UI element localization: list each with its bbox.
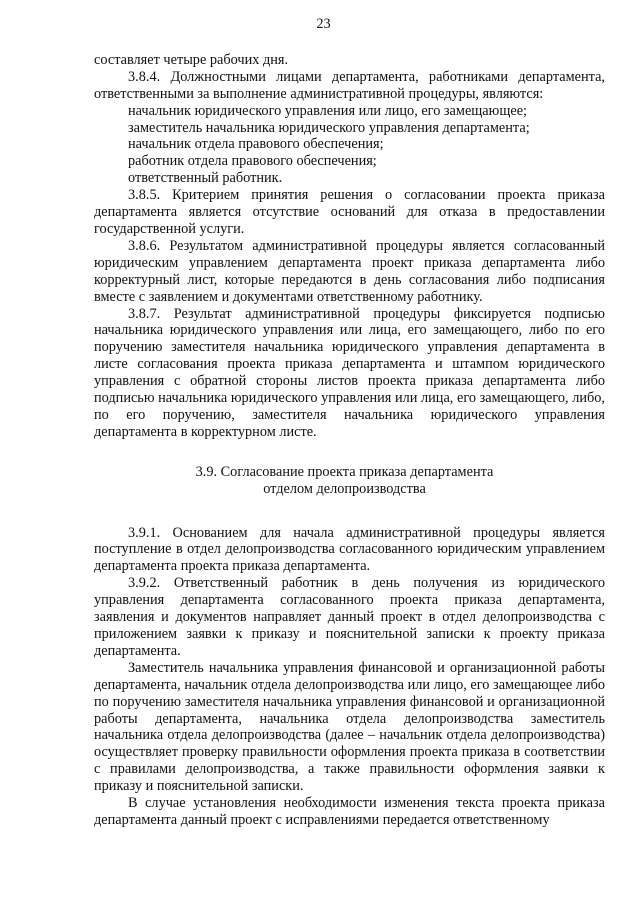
list-item: начальник юридического управления или лицо, его замещающее; bbox=[128, 102, 528, 119]
list-item: начальник отдела правового обеспечения; bbox=[128, 136, 384, 153]
paragraph-3-8-5: 3.8.5. Критерием принятия решения о согласовании проекта приказа департамента является отсутствие оснований для отказа в предоставлении государственной услуги. bbox=[94, 187, 605, 237]
page-number: 23 bbox=[316, 16, 331, 32]
list-item: ответственный работник. bbox=[128, 170, 283, 187]
officials-list bbox=[94, 103, 605, 188]
paragraph-3-9-2: 3.9.2. Ответственный работник в день получения из юридического управления департамента согласованного проекта приказа департамента, заявления и документов направляет данный проект в отдел делопроизводства с приложением заявки к приказу и пояснительной записки к проекту приказа департамента. bbox=[94, 575, 605, 659]
section-heading-3-9 bbox=[94, 464, 605, 498]
paragraph-continuation: составляет четыре рабочих дня. bbox=[94, 51, 289, 68]
paragraph-3-8-4: 3.8.4. Должностными лицами департамента, работниками департамента, ответственными за выполнение административной процедуры, являются: bbox=[94, 68, 605, 102]
paragraph-deputy-head: Заместитель начальника управления финансовой и организационной работы департамента, начальник отдела делопроизводства или лицо, его замещающее либо по поручению заместителя начальника управления финансовой и организационной работы департамента, начальника отдела делопроизводства заместитель начальника отдела делопроизводства (далее – начальник отдела делопроизводства) осуществляет проверку правильности оформления проекта приказа в соответствии с правилами делопроизводства, а также правильности оформления заявки к приказу и пояснительной записки. bbox=[94, 659, 605, 795]
paragraph-3-8-7: 3.8.7. Результат административной процедуры фиксируется подписью начальника юридического управления или лица, его замещающего, либо по его поручению заместителя начальника юридического управления департамента в листе согласования проекта приказа департамента и штампом юридического управления с обратной стороны листов проекта приказа департамента либо подписью начальника юридического управления или лица, его замещающего, либо, по его поручению, заместителя начальника юридического управления департамента в корректурном листе. bbox=[94, 305, 605, 440]
list-item: работник отдела правового обеспечения; bbox=[128, 153, 377, 170]
paragraph-corrections: В случае установления необходимости изменения текста проекта приказа департамента данный проект с исправлениями передается ответственному bbox=[94, 795, 605, 828]
paragraph-3-8-6: 3.8.6. Результатом административной процедуры является согласованный юридическим управлением департамента проект приказа департамента либо корректурный лист, которые передаются в день согласования либо подписания вместе с заявлением и документами ответственному работнику. bbox=[94, 237, 605, 305]
paragraph-3-9-1: 3.9.1. Основанием для начала административной процедуры является поступление в отдел делопроизводства согласованного юридическим управлением департамента проекта приказа департамента. bbox=[94, 524, 605, 575]
section-heading-line: 3.9. Согласование проекта приказа департамента bbox=[195, 463, 494, 480]
section-heading-line: отделом делопроизводства bbox=[263, 480, 426, 497]
list-item: заместитель начальника юридического управления департамента; bbox=[128, 119, 530, 136]
